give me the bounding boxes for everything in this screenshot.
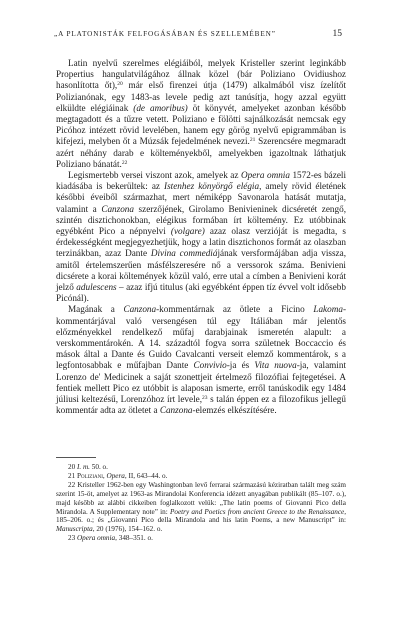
- footnote-ref: 22: [121, 159, 128, 166]
- italic-text: Divina commediá: [150, 248, 218, 259]
- italic-text: Lakoma: [313, 304, 343, 315]
- running-header: [54, 30, 342, 42]
- italic-text: Convivio: [193, 360, 227, 371]
- footnote: 20 I. m. 50. o.: [68, 463, 108, 471]
- italic-text: Opera omnia: [76, 534, 116, 543]
- footnote-ref: 20: [117, 81, 123, 88]
- italic-text: Canzona: [159, 405, 193, 416]
- footnote: 23 Opera omnia, 348–351. o.: [68, 534, 153, 543]
- italic-text: Manuscripta: [56, 524, 93, 533]
- paragraph: Legismertebb versei viszont azok, amelyek az Opera omnia 1572-es bázeli kiadásába is bekerültek: az Istenhez könyörgő elégia, amely rövid életének későbbi éveiből származhat, mert némiképp Savonarola hatását mutatja, valamint a Canzona szerzőjének, Girolamo Benivieninek dicséretét zengő, szintén disztichonokban, elégikus formában írt költemény. Ez utóbbinak egyébként Pico a népnyelvi (volgare) azaz olasz verzióját is megadta, s érdekességként megjegyezhetjük, hogy a latin disztichonos formát az olaszban terzinákban, azaz Dante Divina commediájának versformájában adja vissza, amitől értelemszerűen másfélszeresére nő a verssorok száma. Benivieni dicsérete a korai költemények közül való, erre utal a címben a Benivieni korát jelző adulescens – azaz ifjú titulus (aki egyébként éppen tíz évvel volt idősebb Picónál).: [56, 170, 346, 304]
- page-number: 15: [332, 29, 342, 39]
- footnote-ref: 21: [249, 137, 256, 144]
- italic-text: Istenhez könyörgő elégia: [164, 181, 260, 192]
- italic-text: Canzona: [101, 203, 134, 214]
- footnote-ref: 23: [202, 395, 208, 402]
- italic-text: (volgare): [170, 226, 205, 237]
- italic-text: Vita nuova: [254, 360, 297, 371]
- footnote-rule: [56, 457, 96, 458]
- italic-text: (de amoribus): [133, 102, 188, 113]
- footnotes: [56, 457, 346, 543]
- paragraph: Latin nyelvű szerelmes elégiáiból, melyek Kristeller szerint leginkább Propertius hangulatvilágához állnak közel (bár Poliziano Ovidiushoz hasonlította őt),$^{20}$ már első firenzei útja (1479) alkalmából visz ízelítőt Polizianónak, egy 1483-as levele pedig azt tanúsítja, hogy azzal együtt elküldte elégiáinak (de amoribus) öt könyvét, amelyeket azonban később megtagadott és a tűzre vetett. Poliziano e fölötti sajnálkozását nemcsak egy Picóhoz intézett rövid levelében, hanem egy görög nyelvű epigrammában is kifejezi, melyben őt a Múzsák fejedelmének nevezi.$^{21}$ Szerencsére megmaradt azért néhány darab e költeményekből, amelyekben igazoltnak láthatjuk Poliziano bánatát.$^{22}$: [56, 58, 346, 169]
- italic-text: adulescens: [76, 282, 117, 293]
- footnote: 22 Kristeller 1962-ben egy Washingtonban levő ferrarai származású kéziratban talált meg szám szerint 15-öt, amelyet az 1963-as Mirandolai Konferencia idézett anyagában publikált (85–107. o.), majd később az alábbi cikkeiben foglalkozott velük: „The latin poems of Giovanni Pico della Mirandola. A Supplementary note” in: Poetry and Poetics from ancient Greece to the Renaissance, 185–206. o.; és „Giovanni Pico della Mirandola and his latin Poems, a new Manuscript” in: Manuscripta, 20 (1976), 154–162. o.: [56, 481, 346, 533]
- italic-text: Poetry and Poetics from ancient Greece to the Renaissance: [169, 507, 345, 516]
- body-text: [56, 58, 346, 417]
- italic-text: I. m.: [76, 463, 90, 471]
- small-caps-text: Poliziani: [76, 472, 103, 481]
- paragraph: Magának a Canzona-kommentárnak az ötlete a Ficino Lakoma-kommentárjával való versengésen túl egy Itáliában már jelentős előzményekkel rendelkező műfaj darabjainak ismeretén alapult: a verskommentárokén. A 14. századtól fogva sorra születnek Boccaccio és mások által a Dante és Guido Cavalcanti verseit elemző kommentárok, s a legfontosabbak e műfajban Dante Convivio-ja és Vita nuova-ja, valamint Lorenzo de' Medicinek a saját szonettjeit értelmező filozófiai fejtegetései. A fentiek mellett Pico ez utóbbit is alaposan ismerte, erről tanúskodik egy 1484 júliusi keltezésű, Lorenzóhoz írt levele,$^{23}$ s talán éppen ez a filozofikus jellegű kommentár adta az ötletet a Canzona-elemzés elkészítésére.: [56, 304, 346, 416]
- footnote: 21 Poliziani, Opera, II, 643–44. o.: [68, 472, 168, 481]
- italic-text: Canzona: [123, 304, 157, 315]
- running-title: „A PLATONISTÁK FELFOGÁSÁBAN ÉS SZELLEMÉBEN”: [54, 30, 276, 38]
- italic-text: Opera: [106, 472, 125, 481]
- italic-text: Opera omnia: [240, 170, 290, 181]
